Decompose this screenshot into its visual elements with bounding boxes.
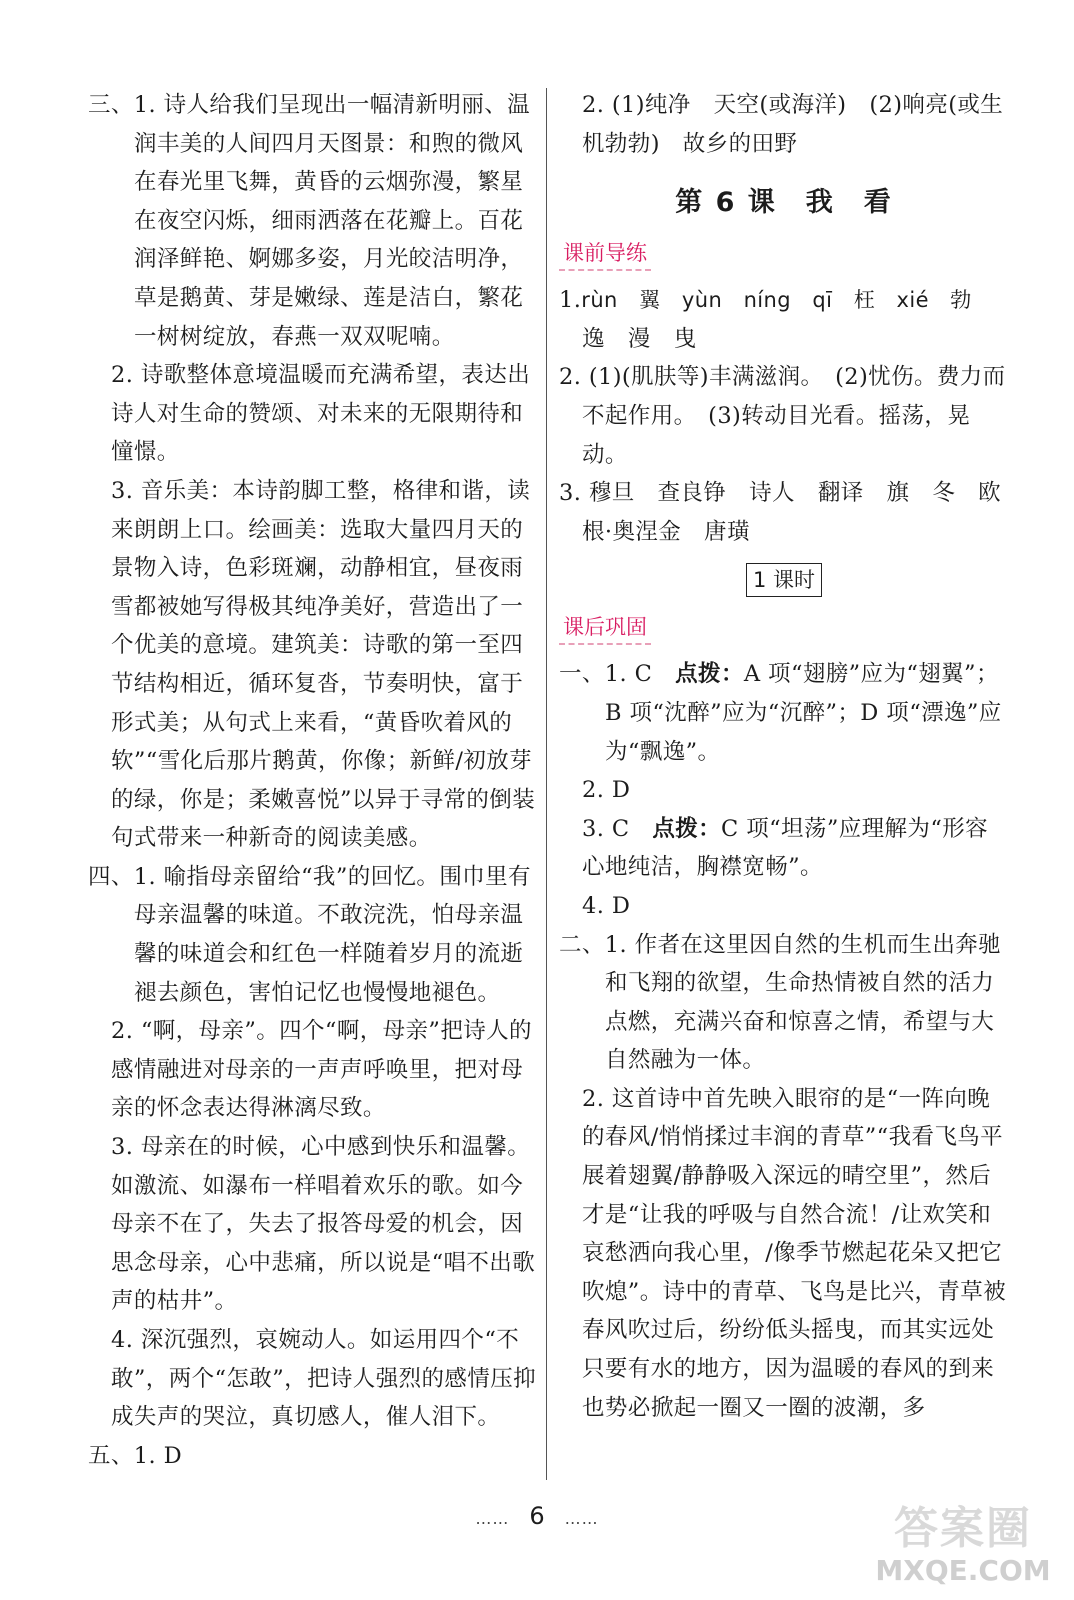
watermark-main: 答案圈	[894, 1503, 1032, 1554]
answer-5-1: 五、1. D	[88, 1442, 183, 1469]
period-badge: 1 课时	[746, 563, 822, 597]
post-answer-2-1: 二、1. 作者在这里因自然的生机而生出奔驰和飞翔的欲望，生命热情被自然的活力点燃，充满兴奋和惊喜之情，希望与大自然融为一体。	[559, 931, 1002, 1074]
post-answer-1-3-head: 3. C	[582, 815, 653, 842]
post-answer-1-1-text: A 项“翅膀”应为“翅翼”；B 项“沈醉”应为“沉醉”；D 项“漂逸”应为“飘逸”。	[605, 661, 1002, 765]
pre-answer-1-line2: 逸 漫 曳	[582, 325, 697, 352]
answer-3-3: 3. 音乐美：本诗韵脚工整，格律和谐，读来朗朗上口。绘画美：选取大量四月天的景物入诗，色彩斑斓，动静相宜，昼夜雨雪都被她写得极其纯净美好，营造出了一个优美的意境。建筑美：诗歌的第一至四节结构相近，循环复沓，节奏明快，富于形式美；从句式上来看，“黄昏吹着风的软”“雪化后那片鹅黄，你像；新鲜/初放芽的绿，你是；柔嫩喜悦”以异于寻常的倒装句式带来一种新奇的阅读美感。	[111, 477, 536, 852]
pre-answer-1-number: 1.	[559, 287, 582, 314]
pre-answer-3: 3. 穆旦 查良铮 诗人 翻译 旗 冬 欧根·奥涅金 唐璜	[559, 480, 1002, 545]
left-column	[88, 86, 543, 1475]
pre-answer-1-line1: rùn 翼 yùn níng qī 枉 xié 勃	[581, 288, 972, 313]
footer-dots-right: ……	[564, 1509, 599, 1528]
watermark-sub: MXQE.COM	[875, 1554, 1051, 1587]
footer-dots-left: ……	[475, 1509, 510, 1528]
pre-answer-2: 2. (1)(肌肤等)丰满滋润。 (2)忧伤。费力而不起作用。 (3)转动目光看。摇荡，晃动。	[559, 364, 1006, 468]
answer-4-1: 四、1. 喻指母亲留给“我”的回忆。围巾里有母亲温馨的味道。不敢浣洗，怕母亲温馨的味道会和红色一样随着岁月的流逝褪去颜色，害怕记忆也慢慢地褪色。	[88, 863, 531, 1006]
post-answer-1-3	[559, 810, 1009, 887]
answer-4-2: 2. “啊，母亲”。四个“啊，母亲”把诗人的感情融进对母亲的一声声呼唤里，把对母亲的怀念表达得淋漓尽致。	[111, 1018, 532, 1122]
post-answer-2-2: 2. 这首诗中首先映入眼帘的是“一阵向晚的春风/悄悄揉过丰润的青草”“我看飞鸟平展着翅翼/静静吸入深远的晴空里”，然后才是“让我的呼吸与自然合流！/让欢笑和哀愁洒向我心里，/像季节燃起花朵又把它吹熄”。诗中的青草、飞鸟是比兴，青草被春风吹过后，纷纷低头摇曳，而其实远处只要有水的地方，因为温暖的春风的到来也势必掀起一圈又一圈的波潮，多	[582, 1085, 1007, 1421]
column-divider	[546, 88, 547, 1480]
period-badge-wrap	[559, 563, 1009, 597]
section-label-pre-class: 课前导练	[559, 239, 651, 271]
answer-4-3: 3. 母亲在的时候，心中感到快乐和温馨。如激流、如瀑布一样唱着欢乐的歌。如今母亲不在了，失去了报答母爱的机会，因思念母亲，心中悲痛，所以说是“唱不出歌声的枯井”。	[111, 1134, 536, 1315]
section-label-post-class: 课后巩固	[559, 613, 651, 645]
answer-continued-2: 2. (1)纯净 天空(或海洋) (2)响亮(或生机勃勃) 故乡的田野	[582, 92, 1004, 157]
answer-4-4: 4. 深沉强烈，哀婉动人。如运用四个“不敢”，两个“怎敢”，把诗人强烈的感情压抑成失声的哭泣，真切感人，催人泪下。	[111, 1327, 537, 1431]
post-answer-1-2: 2. D	[582, 777, 631, 804]
lesson-title: 第 6 课 我 看	[675, 187, 893, 219]
post-answer-1-1	[559, 655, 1009, 771]
pre-answer-1	[559, 281, 1009, 320]
tip-label: 点拨：	[652, 815, 722, 842]
tip-label: 点拨：	[675, 661, 744, 688]
right-column	[559, 86, 1009, 1427]
watermark-logo	[868, 1502, 1058, 1594]
post-answer-1-4: 4. D	[582, 892, 631, 919]
post-answer-1-3-text: C 项“坦荡”应理解为“形容心地纯洁，胸襟宽畅”。	[582, 815, 989, 881]
post-answer-1-1-head: 一、1. C	[559, 661, 676, 688]
answer-3-2: 2. 诗歌整体意境温暖而充满希望，表达出诗人对生命的赞颂、对未来的无限期待和憧憬。	[111, 362, 531, 466]
page-number: 6	[529, 1502, 545, 1530]
answer-3-1: 三、1. 诗人给我们呈现出一幅清新明丽、温润丰美的人间四月天图景：和煦的微风在春光里飞舞，黄昏的云烟弥漫，繁星在夜空闪烁，细雨洒落在花瓣上。百花润泽鲜艳、婀娜多姿，月光皎洁明净，草是鹅黄、芽是嫩绿、莲是洁白，繁花一树树绽放，春燕一双双呢喃。	[88, 92, 531, 350]
